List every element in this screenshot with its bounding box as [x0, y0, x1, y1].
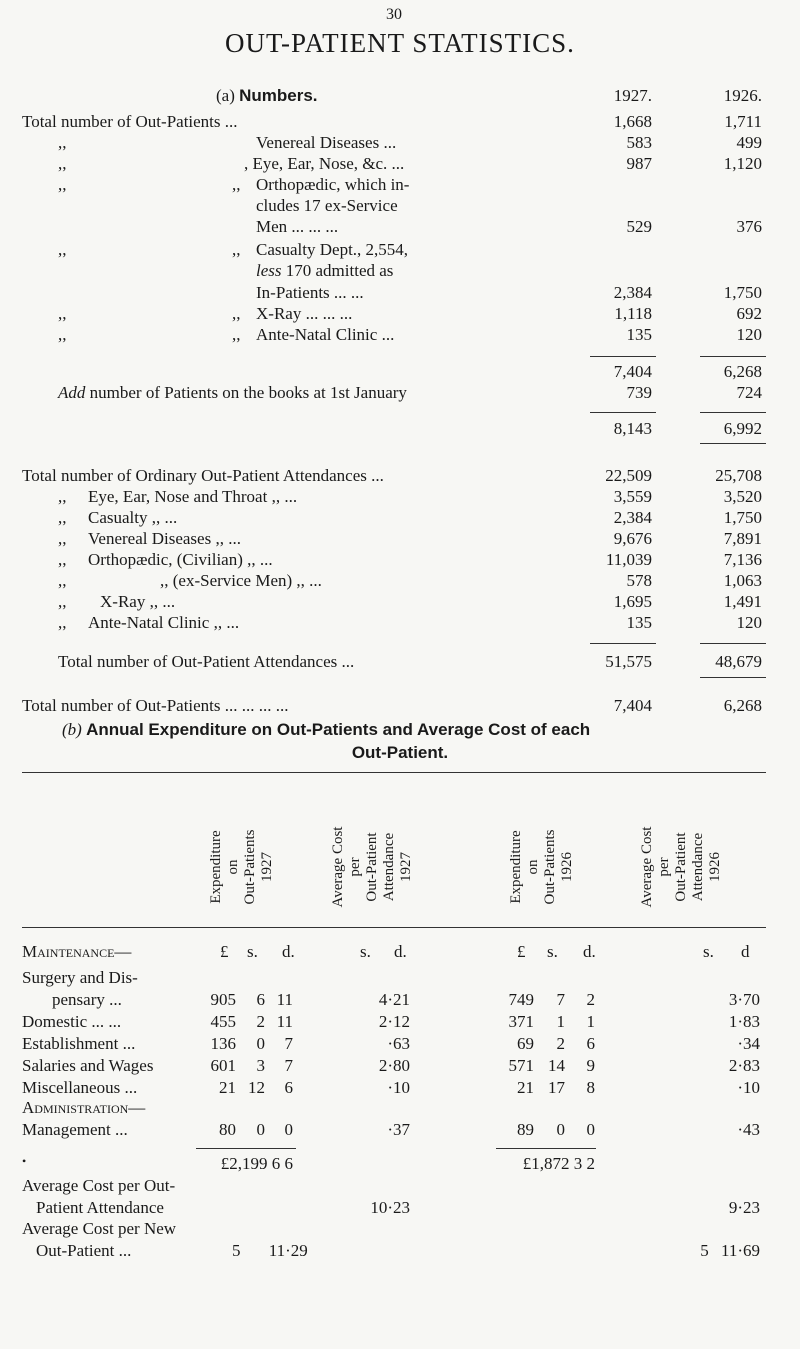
exp-row-surgery-shillings-1927: 6: [256, 990, 265, 1009]
year-1927-header: 1927.: [613, 86, 652, 105]
numbers-add-1927: 739: [626, 383, 652, 402]
attendance-row-eye-1926: 3,520: [723, 487, 762, 506]
attendance-row-ortho-exservice-label: ,, (ex-Service Men) ,, ...: [160, 571, 322, 590]
exp-row-establishment-pence-1926: 6: [586, 1034, 595, 1053]
attendance-row-venereal-1927: 9,676: [613, 529, 652, 548]
unit-d-1927: d.: [282, 942, 295, 961]
ditto-mark: ,,: [58, 325, 67, 344]
exp-row-domestic-shillings-1926: 1: [556, 1012, 565, 1031]
numbers-row-xray-label: X-Ray ... ... ...: [256, 304, 353, 323]
exp-row-surgery-label-1: Surgery and Dis-: [22, 968, 138, 987]
ditto-mark: ,,: [58, 175, 67, 194]
numbers-row-total-1927: 1,668: [613, 112, 652, 131]
ditto-mark: ,,: [58, 487, 67, 506]
section-administration: Administration—: [22, 1098, 146, 1117]
attendance-row-ordinary-1926: 25,708: [715, 466, 762, 485]
numbers-subtotal-1927: 7,404: [613, 362, 652, 381]
unit-d-1926: d.: [583, 942, 596, 961]
avg-attendance-1926: 9·23: [728, 1198, 760, 1217]
exp-row-salaries-shillings-1927: 3: [256, 1056, 265, 1075]
numbers-row-casualty-label-3: In-Patients ... ...: [256, 283, 364, 302]
outpatients-total-1927: 7,404: [613, 696, 652, 715]
attendance-row-ortho-exservice-1926: 1,063: [723, 571, 762, 590]
avg-attendance-1927: 10·23: [370, 1198, 410, 1217]
exp-row-domestic-pounds-1927: 455: [210, 1012, 236, 1031]
exp-row-salaries-pounds-1926: 571: [508, 1056, 534, 1075]
ditto-mark: ,,: [232, 240, 241, 259]
numbers-subtotal-1926: 6,268: [723, 362, 762, 381]
exp-row-domestic-pence-1926: 1: [586, 1012, 595, 1031]
attendance-row-ortho-civilian-label: Orthopædic, (Civilian) ,, ...: [88, 550, 273, 569]
attendance-row-ordinary-label: Total number of Ordinary Out-Patient Attendances ...: [22, 466, 384, 485]
numbers-row-casualty-label-1: Casualty Dept., 2,554,: [256, 240, 409, 259]
exp-row-establishment-shillings-1927: 0: [256, 1034, 265, 1053]
exp-row-salaries-avg-1927: 2·80: [378, 1056, 410, 1075]
ditto-mark: ,,: [58, 508, 67, 527]
attendance-row-eye-label: Eye, Ear, Nose and Throat ,, ...: [88, 487, 298, 506]
exp-row-misc-pence-1927: 6: [284, 1078, 293, 1097]
exp-row-surgery-pounds-1926: 749: [508, 990, 534, 1009]
exp-row-establishment-pounds-1927: 136: [210, 1034, 236, 1053]
divider: [700, 356, 766, 357]
exp-row-management-shillings-1926: 0: [556, 1120, 565, 1139]
section-a-heading: (a) Numbers.: [216, 86, 318, 105]
attendance-total-1926: 48,679: [715, 652, 762, 671]
exp-row-domestic-shillings-1927: 2: [256, 1012, 265, 1031]
section-b-heading: (b) Annual Expenditure on Out-Patients and Average Cost of each: [62, 720, 591, 739]
attendance-row-eye-1927: 3,559: [613, 487, 652, 506]
numbers-row-eye-1927: 987: [626, 154, 652, 173]
numbers-row-ortho-label-2: cludes 17 ex-Service: [256, 196, 398, 215]
exp-row-salaries-label: Salaries and Wages: [22, 1056, 154, 1075]
header-bottom-rule: [22, 927, 766, 928]
numbers-total-1926: 6,992: [723, 419, 762, 438]
divider: [496, 1148, 596, 1149]
avg-attendance-label-2: Patient Attendance: [36, 1198, 164, 1217]
exp-row-management-pence-1926: 0: [586, 1120, 595, 1139]
ditto-mark: ,,: [232, 325, 241, 344]
avg-new-1927: 5 11·29: [232, 1241, 308, 1260]
exp-row-surgery-shillings-1926: 7: [556, 990, 565, 1009]
numbers-row-casualty-1926: 1,750: [723, 283, 762, 302]
bullet: •: [22, 1154, 27, 1168]
exp-row-management-label: Management ...: [22, 1120, 128, 1139]
ditto-mark: ,,: [58, 592, 67, 611]
exp-row-salaries-pence-1927: 7: [284, 1056, 293, 1075]
divider: [700, 412, 766, 413]
attendance-row-casualty-label: Casualty ,, ...: [88, 508, 178, 527]
exp-row-salaries-pence-1926: 9: [586, 1056, 595, 1075]
exp-row-surgery-avg-1926: 3·70: [728, 990, 760, 1009]
exp-row-management-avg-1927: ·37: [387, 1120, 410, 1139]
numbers-row-casualty-1927: 2,384: [613, 283, 652, 302]
divider: [700, 443, 766, 444]
numbers-row-casualty-label-2: less 170 admitted as: [256, 261, 394, 280]
exp-row-salaries-avg-1926: 2·83: [728, 1056, 760, 1075]
unit-s-avg-1927: s.: [360, 942, 371, 961]
exp-row-misc-pounds-1927: 21: [219, 1078, 236, 1097]
exp-row-misc-avg-1926: ·10: [737, 1078, 760, 1097]
ditto-mark: ,,: [58, 304, 67, 323]
exp-row-salaries-shillings-1926: 14: [548, 1056, 565, 1075]
attendance-row-casualty-1926: 1,750: [723, 508, 762, 527]
numbers-add-1926: 724: [736, 383, 762, 402]
numbers-row-ortho-label-3: Men ... ... ...: [256, 217, 339, 236]
outpatients-total-label: Total number of Out-Patients ... ... ... ...: [22, 696, 289, 715]
numbers-add-label: Add number of Patients on the books at 1st January: [58, 383, 407, 402]
attendance-row-ortho-civilian-1927: 11,039: [605, 550, 652, 569]
unit-d-avg-1927: d.: [394, 942, 407, 961]
attendance-row-casualty-1927: 2,384: [613, 508, 652, 527]
exp-row-management-pence-1927: 0: [284, 1120, 293, 1139]
divider: [700, 677, 766, 678]
exp-row-misc-label: Miscellaneous ...: [22, 1078, 138, 1097]
exp-row-surgery-pence-1927: 11: [276, 990, 293, 1009]
divider: [196, 1148, 296, 1149]
attendance-row-ortho-exservice-1927: 578: [626, 571, 652, 590]
ditto-mark: ,,: [58, 550, 67, 569]
exp-row-establishment-avg-1927: ·63: [387, 1034, 410, 1053]
exp-row-management-shillings-1927: 0: [256, 1120, 265, 1139]
numbers-row-venereal-1926: 499: [736, 133, 762, 152]
col-header-expenditure-1927: Expenditure on Out-Patients 1927: [208, 829, 275, 905]
attendance-row-antenatal-1927: 135: [626, 613, 652, 632]
attendance-row-venereal-label: Venereal Diseases ,, ...: [88, 529, 241, 548]
exp-row-surgery-pounds-1927: 905: [210, 990, 236, 1009]
ditto-mark: ,,: [58, 571, 67, 590]
ditto-mark: ,,: [58, 154, 67, 173]
numbers-row-xray-1926: 692: [736, 304, 762, 323]
col-header-average-cost-1927: Average Cost per Out-Patient Attendance 1927: [330, 826, 414, 908]
avg-attendance-label-1: Average Cost per Out-: [22, 1176, 176, 1195]
exp-row-establishment-label: Establishment ...: [22, 1034, 136, 1053]
exp-total-1927: £2,199 6 6: [220, 1154, 293, 1173]
numbers-row-ortho-1927: 529: [626, 217, 652, 236]
unit-s-1926: s.: [547, 942, 558, 961]
numbers-row-eye-label: , Eye, Ear, Nose, &c. ...: [244, 154, 405, 173]
ditto-mark: ,,: [58, 613, 67, 632]
divider: [590, 412, 656, 413]
outpatients-total-1926: 6,268: [723, 696, 762, 715]
section-maintenance: Maintenance—: [22, 942, 132, 961]
numbers-total-1927: 8,143: [613, 419, 652, 438]
attendance-row-xray-1927: 1,695: [613, 592, 652, 611]
exp-row-surgery-label-2: pensary ...: [52, 990, 122, 1009]
exp-row-management-pounds-1927: 80: [219, 1120, 236, 1139]
exp-row-misc-shillings-1927: 12: [248, 1078, 265, 1097]
unit-s-avg-1926: s.: [703, 942, 714, 961]
ditto-mark: ,,: [232, 175, 241, 194]
section-b-heading-line2: Out-Patient.: [351, 743, 449, 762]
exp-row-domestic-pence-1927: 11: [276, 1012, 293, 1031]
exp-row-establishment-shillings-1926: 2: [556, 1034, 565, 1053]
divider: [590, 356, 656, 357]
col-header-average-cost-1926: Average Cost per Out-Patient Attendance 1926: [639, 826, 723, 908]
attendance-total-1927: 51,575: [605, 652, 652, 671]
divider: [590, 643, 656, 644]
ditto-mark: ,,: [58, 133, 67, 152]
unit-s-1927: s.: [247, 942, 258, 961]
attendance-total-label: Total number of Out-Patient Attendances ...: [58, 652, 355, 671]
attendance-row-antenatal-1926: 120: [736, 613, 762, 632]
numbers-row-antenatal-1927: 135: [626, 325, 652, 344]
numbers-row-ortho-label-1: Orthopædic, which in-: [256, 175, 410, 194]
exp-row-establishment-pounds-1926: 69: [517, 1034, 534, 1053]
exp-row-salaries-pounds-1927: 601: [210, 1056, 236, 1075]
attendance-row-xray-label: X-Ray ,, ...: [100, 592, 176, 611]
numbers-row-total-1926: 1,711: [724, 112, 762, 131]
attendance-row-antenatal-label: Ante-Natal Clinic ,, ...: [88, 613, 240, 632]
numbers-row-xray-1927: 1,118: [614, 304, 652, 323]
exp-row-misc-pounds-1926: 21: [517, 1078, 534, 1097]
numbers-row-antenatal-1926: 120: [736, 325, 762, 344]
avg-new-1926: 5 11·69: [700, 1241, 760, 1260]
unit-pound-1927: £: [220, 942, 229, 961]
unit-d-avg-1926: d: [741, 942, 750, 961]
exp-row-establishment-pence-1927: 7: [284, 1034, 293, 1053]
exp-row-misc-avg-1927: ·10: [387, 1078, 410, 1097]
exp-row-surgery-pence-1926: 2: [586, 990, 595, 1009]
page-title: OUT-PATIENT STATISTICS.: [225, 28, 575, 58]
attendance-row-ordinary-1927: 22,509: [605, 466, 652, 485]
exp-row-misc-pence-1926: 8: [586, 1078, 595, 1097]
col-header-expenditure-1926: Expenditure on Out-Patients 1926: [508, 829, 575, 905]
numbers-row-eye-1926: 1,120: [723, 154, 762, 173]
numbers-row-venereal-1927: 583: [626, 133, 652, 152]
exp-row-domestic-pounds-1926: 371: [508, 1012, 534, 1031]
exp-row-management-pounds-1926: 89: [517, 1120, 534, 1139]
exp-row-domestic-avg-1927: 2·12: [378, 1012, 410, 1031]
numbers-row-venereal-label: Venereal Diseases ...: [256, 133, 397, 152]
table-top-rule: [22, 772, 766, 773]
numbers-row-antenatal-label: Ante-Natal Clinic ...: [256, 325, 395, 344]
avg-new-label-1: Average Cost per New: [22, 1219, 177, 1238]
exp-row-establishment-avg-1926: ·34: [737, 1034, 760, 1053]
ditto-mark: ,,: [232, 304, 241, 323]
year-1926-header: 1926.: [723, 86, 762, 105]
page-number: 30: [386, 6, 402, 23]
attendance-row-venereal-1926: 7,891: [723, 529, 762, 548]
attendance-row-xray-1926: 1,491: [723, 592, 762, 611]
ditto-mark: ,,: [58, 529, 67, 548]
unit-pound-1926: £: [517, 942, 526, 961]
exp-row-management-avg-1926: ·43: [737, 1120, 760, 1139]
ditto-mark: ,,: [58, 240, 67, 259]
exp-row-surgery-avg-1927: 4·21: [378, 990, 410, 1009]
exp-total-1926: £1,872 3 2: [522, 1154, 595, 1173]
divider: [700, 643, 766, 644]
numbers-row-total-label: Total number of Out-Patients ...: [22, 112, 238, 131]
exp-row-misc-shillings-1926: 17: [548, 1078, 565, 1097]
attendance-row-ortho-civilian-1926: 7,136: [723, 550, 762, 569]
exp-row-domestic-label: Domestic ... ...: [22, 1012, 122, 1031]
exp-row-domestic-avg-1926: 1·83: [728, 1012, 760, 1031]
avg-new-label-2: Out-Patient ...: [36, 1241, 132, 1260]
numbers-row-ortho-1926: 376: [736, 217, 762, 236]
